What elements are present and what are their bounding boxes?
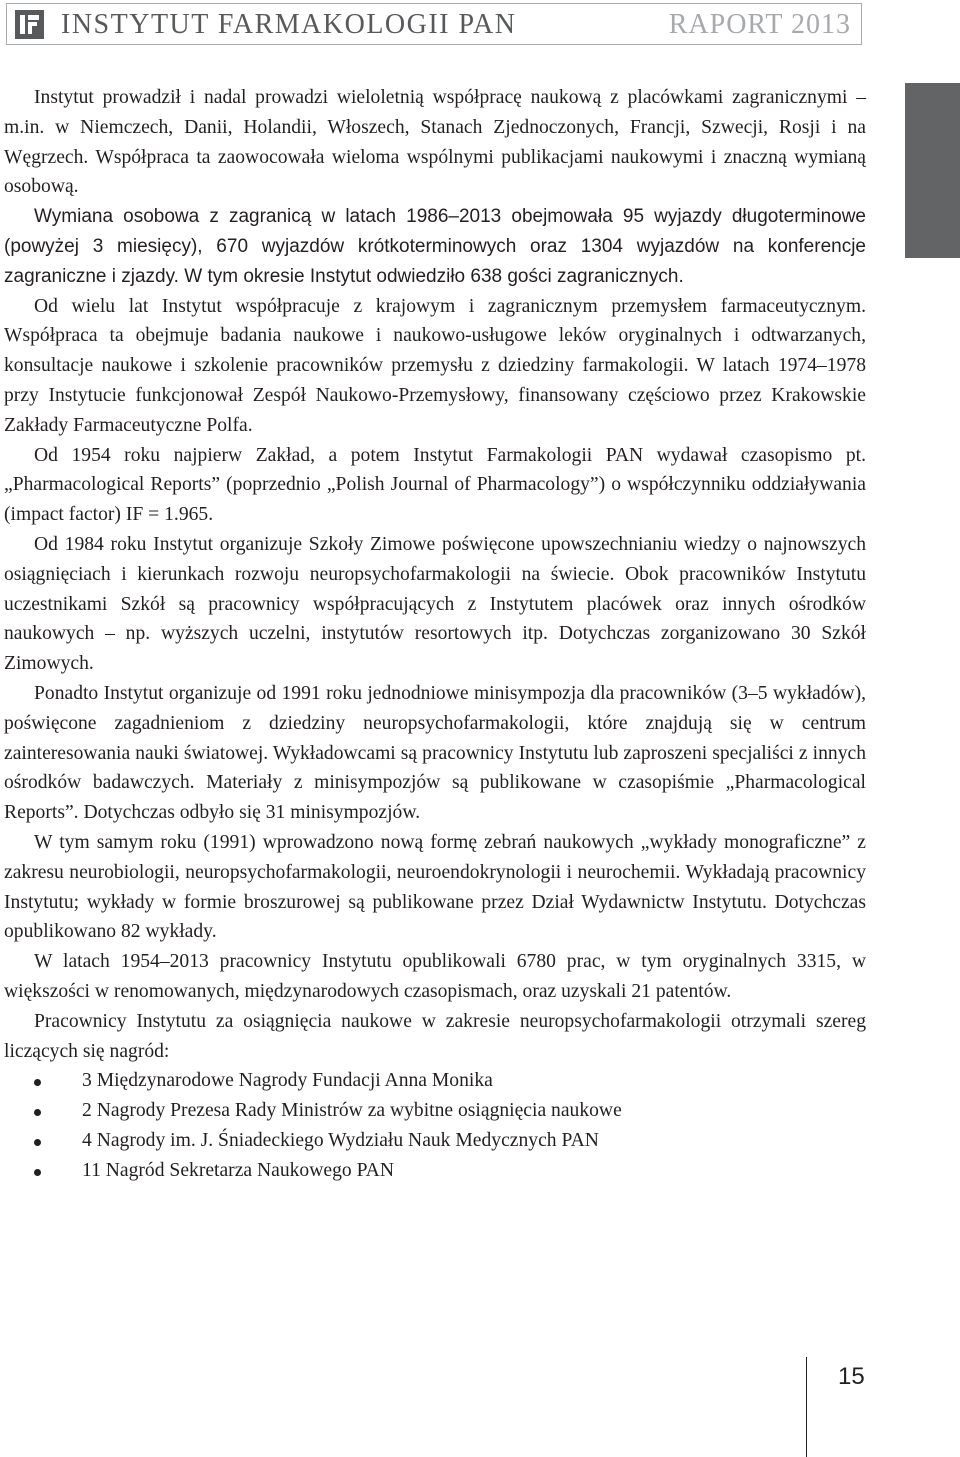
- award-item: 2 Nagrody Prezesa Rady Ministrów za wybitne osiągnięcia naukowe: [4, 1096, 866, 1126]
- paragraph: Instytut prowadził i nadal prowadzi wieloletnią współpracę naukową z placówkami zagranicznymi – m.in. w Niemczech, Danii, Holandii, Włoszech, Stanach Zjednoczonych, Francji, Szwecji, Rosji i na Węgrzech. Współpraca ta zaowocowała wieloma wspólnymi publikacjami naukowymi i znaczną wymianą osobową.: [4, 87, 866, 198]
- body-text: [4, 83, 866, 1185]
- paragraph: Od 1954 roku najpierw Zakład, a potem Instytut Farmakologii PAN wydawał czasopismo pt. „Pharmacological Reports” (poprzednio „Polish Journal of Pharmacology”) o współczynniku oddziaływania (impact factor) IF = 1.965.: [4, 444, 866, 526]
- paragraph: W tym samym roku (1991) wprowadzono nową formę zebrań naukowych „wykłady monograficzne” z zakresu neurobiologii, neuropsychofarmakologii, neuroendokrynologii i neurochemii. Wykładają pracownicy Instytutu; wykłady w formie broszurowej są publikowane przez Dział Wydawnictw Instytutu. Dotychczas opublikowano 82 wykłady.: [4, 831, 866, 943]
- page-number-rule: [806, 1357, 807, 1457]
- institute-logo-icon: [15, 10, 44, 39]
- awards-list: [4, 1066, 866, 1185]
- header-title: INSTYTUT FARMAKOLOGII PAN: [61, 9, 517, 40]
- paragraph: W latach 1954–2013 pracownicy Instytutu opublikowali 6780 prac, w tym oryginalnych 3315, w większości w renomowanych, międzynarodowych czasopismach, oraz uzyskali 21 patentów.: [4, 951, 866, 1002]
- page-number: 15: [838, 1363, 865, 1390]
- award-item: 3 Międzynarodowe Nagrody Fundacji Anna Monika: [4, 1066, 866, 1096]
- header-report-label: RAPORT 2013: [668, 9, 851, 40]
- chapter-side-tab: [905, 83, 960, 258]
- award-item: 11 Nagród Sekretarza Naukowego PAN: [4, 1156, 866, 1186]
- paragraph: Ponadto Instytut organizuje od 1991 roku jednodniowe minisympozja dla pracowników (3–5 wykładów), poświęcone zagadnieniom z dziedziny neuropsychofarmakologii, które znajdują się w centrum zainteresowania nauki światowej. Wykładowcami są pracownicy Instytutu lub zaproszeni specjaliści z innych ośrodków badawczych. Materiały z minisympozjów są publikowane w czasopiśmie „Pharmacological Reports”. Dotychczas odbyło się 31 minisympozjów.: [4, 682, 866, 824]
- page-header: [6, 3, 862, 45]
- paragraph: Pracownicy Instytutu za osiągnięcia naukowe w zakresie neuropsychofarmakologii otrzymali szereg liczących się nagród:: [4, 1010, 866, 1062]
- paragraph: Od wielu lat Instytut współpracuje z krajowym i zagranicznym przemysłem farmaceutycznym. Współpraca ta obejmuje badania naukowe i naukowo-usługowe leków oryginalnych i odtwarzanych, konsultacje naukowe i szkolenie pracowników przemysłu z dziedziny farmakologii. W latach 1974–1978 przy Instytucie funkcjonował Zespół Naukowo-Przemysłowy, finansowany częściowo przez Krakowskie Zakłady Farmaceutyczne Polfa.: [4, 295, 866, 436]
- award-item: 4 Nagrody im. J. Śniadeckiego Wydziału Nauk Medycznych PAN: [4, 1126, 866, 1156]
- paragraph: Od 1984 roku Instytut organizuje Szkoły Zimowe poświęcone upowszechnianiu wiedzy o najnowszych osiągnięciach i kierunkach rozwoju neuropsychofarmakologii na świecie. Obok pracowników Instytutu uczestnikami Szkół są pracownicy współpracujących z Instytutem placówek oraz innych ośrodków naukowych – np. wyższych uczelni, instytutów resortowych itp. Dotychczas zorganizowano 30 Szkół Zimowych.: [4, 533, 866, 675]
- paragraph: Wymiana osobowa z zagranicą w latach 1986–2013 obejmowała 95 wyjazdy długoterminowe (powyżej 3 miesięcy), 670 wyjazdów krótkoterminowych oraz 1304 wyjazdów na konferencje zagraniczne i zjazdy. W tym okresie Instytut odwiedziło 638 gości zagranicznych.: [4, 206, 866, 287]
